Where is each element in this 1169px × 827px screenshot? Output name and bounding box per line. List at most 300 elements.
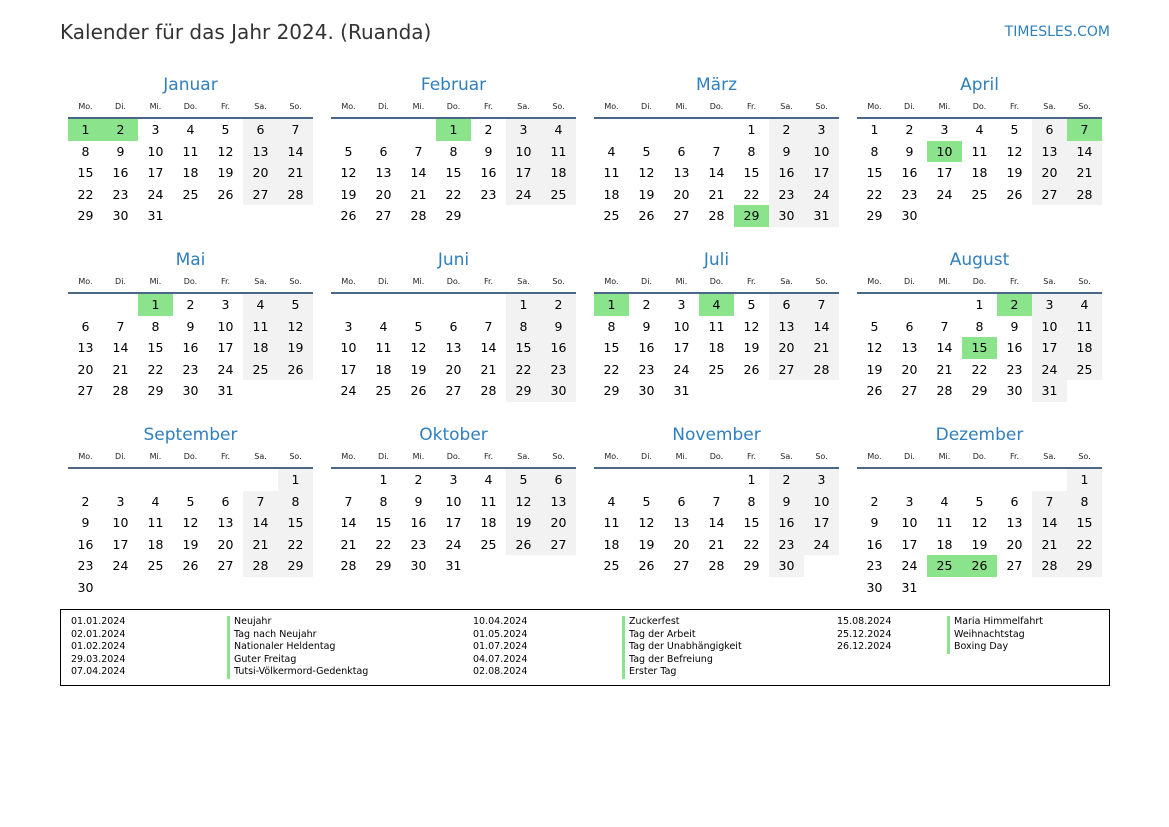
day-cell: 26 xyxy=(278,359,313,381)
day-cell: 19 xyxy=(278,337,313,359)
empty-cell xyxy=(541,227,576,249)
legend-holiday-name: Tag nach Neujahr xyxy=(227,629,368,642)
weekday-label: Mo. xyxy=(867,277,882,286)
day-cell: 22 xyxy=(375,536,392,552)
day-cell: 17 xyxy=(340,361,357,377)
month-name: Juli xyxy=(703,250,730,270)
site-link[interactable]: TIMESLES.COM xyxy=(1004,24,1110,40)
empty-cell xyxy=(243,402,278,424)
empty-cell xyxy=(629,402,664,424)
day-cell: 21 xyxy=(708,186,725,202)
day-cell: 30 xyxy=(77,579,94,595)
day-cell: 18 xyxy=(971,165,988,180)
day-cell: 21 xyxy=(112,361,129,377)
day-cell: 6 xyxy=(769,294,804,316)
day-cell: 25 xyxy=(1067,359,1102,381)
empty-cell xyxy=(278,380,313,402)
empty-cell xyxy=(506,227,541,249)
day-cell: 27 xyxy=(77,383,94,398)
holiday-day-cell: 4 xyxy=(699,294,734,316)
holiday-day-cell: 2 xyxy=(103,119,138,141)
weekday-label: Mi. xyxy=(675,102,688,111)
day-cell: 23 xyxy=(638,361,655,377)
day-cell: 30 xyxy=(638,383,655,398)
day-cell: 21 xyxy=(243,534,278,556)
day-cell: 5 xyxy=(221,122,230,137)
month-calendar xyxy=(331,248,576,411)
day-grid xyxy=(857,469,1102,598)
day-cell: 10 xyxy=(804,491,839,513)
holiday-day-cell: 7 xyxy=(1067,119,1102,141)
day-cell: 26 xyxy=(638,558,655,573)
month-calendar xyxy=(857,423,1102,595)
weekday-label: Mo. xyxy=(78,102,93,111)
day-cell: 20 xyxy=(375,186,392,202)
month-calendar xyxy=(594,73,839,236)
day-cell: 12 xyxy=(182,515,199,530)
day-cell: 3 xyxy=(221,297,230,312)
day-cell: 27 xyxy=(217,558,234,573)
empty-cell xyxy=(366,577,401,599)
empty-cell xyxy=(436,402,471,424)
day-cell: 1 xyxy=(379,472,388,487)
weekday-header xyxy=(594,272,839,294)
day-cell: 8 xyxy=(506,316,541,338)
legend-name-column xyxy=(227,616,368,679)
month-name: Dezember xyxy=(935,425,1024,445)
day-cell: 20 xyxy=(243,162,278,184)
empty-cell xyxy=(769,577,804,599)
day-cell: 3 xyxy=(151,122,160,137)
day-cell: 16 xyxy=(410,515,427,530)
empty-cell xyxy=(629,227,664,249)
day-cell: 11 xyxy=(971,143,988,159)
day-cell: 21 xyxy=(1032,534,1067,556)
day-cell: 27 xyxy=(243,184,278,206)
legend-date: 07.04.2024 xyxy=(71,666,126,678)
empty-cell xyxy=(243,380,278,402)
day-cell: 4 xyxy=(1067,294,1102,316)
day-cell: 14 xyxy=(708,165,725,180)
day-cell: 14 xyxy=(112,340,129,355)
day-cell: 6 xyxy=(1010,493,1019,509)
day-cell: 24 xyxy=(936,186,953,202)
day-cell: 20 xyxy=(445,361,462,377)
empty-cell xyxy=(962,402,997,424)
empty-cell xyxy=(927,205,962,227)
empty-cell xyxy=(594,227,629,249)
empty-cell xyxy=(699,577,734,599)
empty-cell xyxy=(436,577,471,599)
day-cell: 7 xyxy=(712,143,721,159)
weekday-label: Mo. xyxy=(341,452,356,461)
weekday-label: So. xyxy=(1078,452,1091,461)
weekday-label: Di. xyxy=(378,102,389,111)
day-cell: 4 xyxy=(379,318,388,334)
day-cell: 30 xyxy=(541,380,576,402)
day-cell: 12 xyxy=(971,515,988,530)
day-cell: 16 xyxy=(901,165,918,180)
day-cell: 10 xyxy=(217,318,234,334)
weekday-label: Di. xyxy=(904,277,915,286)
day-cell: 27 xyxy=(541,534,576,556)
empty-cell xyxy=(366,119,401,141)
holiday-day-cell: 1 xyxy=(68,119,103,141)
month-calendar xyxy=(68,423,313,595)
day-cell: 3 xyxy=(677,297,686,312)
day-cell: 29 xyxy=(278,555,313,577)
day-cell: 20 xyxy=(673,186,690,202)
day-cell: 2 xyxy=(414,472,423,487)
day-cell: 15 xyxy=(278,512,313,534)
day-cell: 29 xyxy=(971,383,988,398)
month-calendar xyxy=(857,73,1102,236)
day-cell: 26 xyxy=(866,383,883,398)
empty-cell xyxy=(471,577,506,599)
day-cell: 3 xyxy=(804,469,839,491)
month-calendar xyxy=(594,423,839,586)
empty-cell xyxy=(734,402,769,424)
empty-cell xyxy=(243,577,278,599)
legend-date: 15.08.2024 xyxy=(837,616,892,627)
empty-cell xyxy=(699,227,734,249)
day-cell: 23 xyxy=(182,361,199,377)
month-calendar xyxy=(594,248,839,411)
day-cell: 18 xyxy=(147,536,164,552)
day-cell: 4 xyxy=(151,493,160,509)
day-cell: 4 xyxy=(607,493,616,509)
weekday-label: Fr. xyxy=(220,102,231,111)
empty-cell xyxy=(997,227,1032,249)
day-cell: 12 xyxy=(743,318,760,334)
weekday-label: Mi. xyxy=(149,452,162,461)
weekday-label: Di. xyxy=(115,277,126,286)
empty-cell xyxy=(1032,227,1067,249)
empty-cell xyxy=(927,402,962,424)
empty-cell xyxy=(892,469,927,491)
day-cell: 31 xyxy=(445,558,462,573)
weekday-header xyxy=(331,272,576,294)
weekday-label: Di. xyxy=(378,452,389,461)
day-cell: 5 xyxy=(642,493,651,509)
legend-holiday-name: Tag der Unabhängigkeit xyxy=(622,641,742,654)
empty-cell xyxy=(804,402,839,424)
day-cell: 24 xyxy=(804,184,839,206)
day-cell: 8 xyxy=(379,493,388,509)
holiday-day-cell: 26 xyxy=(962,555,997,577)
day-cell: 19 xyxy=(638,186,655,202)
empty-cell xyxy=(138,227,173,249)
day-cell: 5 xyxy=(344,143,353,159)
weekday-label: So. xyxy=(289,102,302,111)
weekday-label: So. xyxy=(815,102,828,111)
weekday-label: So. xyxy=(1078,102,1091,111)
day-cell: 13 xyxy=(1032,141,1067,163)
day-cell: 12 xyxy=(506,491,541,513)
day-cell: 31 xyxy=(804,205,839,227)
weekday-label: Mo. xyxy=(78,452,93,461)
empty-cell xyxy=(927,469,962,491)
day-cell: 19 xyxy=(638,536,655,552)
day-cell: 5 xyxy=(414,318,423,334)
day-cell: 25 xyxy=(375,383,392,398)
empty-cell xyxy=(401,294,436,316)
weekday-label: Sa. xyxy=(517,452,530,461)
legend-holiday-name: Guter Freitag xyxy=(227,654,368,667)
day-cell: 23 xyxy=(410,536,427,552)
day-cell: 22 xyxy=(147,361,164,377)
month-name: Februar xyxy=(420,75,487,95)
day-cell: 19 xyxy=(866,361,883,377)
day-cell: 14 xyxy=(1067,141,1102,163)
day-cell: 9 xyxy=(870,515,879,530)
empty-cell xyxy=(103,469,138,491)
empty-cell xyxy=(331,227,366,249)
weekday-label: Di. xyxy=(115,452,126,461)
day-cell: 29 xyxy=(147,383,164,398)
day-cell: 24 xyxy=(112,558,129,573)
empty-cell xyxy=(208,469,243,491)
weekday-label: Fr. xyxy=(220,452,231,461)
day-cell: 1 xyxy=(747,122,756,137)
empty-cell xyxy=(1032,577,1067,599)
day-cell: 25 xyxy=(541,184,576,206)
empty-cell xyxy=(997,205,1032,227)
day-cell: 24 xyxy=(217,361,234,377)
empty-cell xyxy=(892,294,927,316)
empty-cell xyxy=(68,227,103,249)
day-grid xyxy=(594,119,839,248)
day-cell: 16 xyxy=(769,162,804,184)
day-cell: 21 xyxy=(936,361,953,377)
empty-cell xyxy=(506,555,541,577)
day-cell: 8 xyxy=(1067,491,1102,513)
day-cell: 22 xyxy=(866,186,883,202)
empty-cell xyxy=(1067,402,1102,424)
legend-date: 02.01.2024 xyxy=(71,628,126,640)
day-cell: 14 xyxy=(278,141,313,163)
empty-cell xyxy=(927,227,962,249)
day-cell: 16 xyxy=(112,165,129,180)
day-cell: 31 xyxy=(217,383,234,398)
empty-cell xyxy=(804,380,839,402)
day-cell: 3 xyxy=(804,119,839,141)
weekday-label: Mi. xyxy=(412,277,425,286)
day-cell: 31 xyxy=(673,383,690,398)
day-cell: 10 xyxy=(147,143,164,159)
weekday-label: Di. xyxy=(904,102,915,111)
empty-cell xyxy=(208,402,243,424)
day-cell: 28 xyxy=(410,208,427,223)
day-cell: 4 xyxy=(975,122,984,137)
empty-cell xyxy=(857,469,892,491)
legend-date: 01.07.2024 xyxy=(473,641,528,653)
day-cell: 3 xyxy=(116,493,125,509)
holiday-day-cell: 2 xyxy=(997,294,1032,316)
day-cell: 20 xyxy=(673,536,690,552)
month-calendar xyxy=(857,248,1102,411)
day-cell: 20 xyxy=(901,361,918,377)
day-cell: 30 xyxy=(410,558,427,573)
empty-cell xyxy=(664,469,699,491)
day-cell: 5 xyxy=(642,143,651,159)
weekday-label: Do. xyxy=(446,452,461,461)
day-cell: 9 xyxy=(769,141,804,163)
holiday-legend xyxy=(60,609,1110,686)
empty-cell xyxy=(857,294,892,316)
empty-cell xyxy=(962,205,997,227)
day-cell: 17 xyxy=(445,515,462,530)
day-cell: 3 xyxy=(940,122,949,137)
day-cell: 23 xyxy=(866,558,883,573)
empty-cell xyxy=(278,402,313,424)
weekday-header xyxy=(594,97,839,119)
weekday-label: Sa. xyxy=(780,277,793,286)
day-cell: 22 xyxy=(77,186,94,202)
day-cell: 22 xyxy=(506,359,541,381)
day-cell: 11 xyxy=(708,318,725,334)
day-cell: 8 xyxy=(607,318,616,334)
empty-cell xyxy=(471,402,506,424)
day-cell: 3 xyxy=(449,472,458,487)
weekday-header xyxy=(857,272,1102,294)
month-calendar xyxy=(68,73,313,236)
weekday-label: Do. xyxy=(446,277,461,286)
day-cell: 16 xyxy=(769,512,804,534)
empty-cell xyxy=(331,402,366,424)
day-cell: 28 xyxy=(708,208,725,223)
day-grid xyxy=(594,469,839,598)
day-cell: 1 xyxy=(506,294,541,316)
day-cell: 14 xyxy=(410,165,427,180)
empty-cell xyxy=(629,469,664,491)
legend-date: 29.03.2024 xyxy=(71,653,126,665)
day-cell: 12 xyxy=(278,316,313,338)
weekday-label: So. xyxy=(1078,277,1091,286)
legend-date: 10.04.2024 xyxy=(473,616,528,627)
day-cell: 28 xyxy=(243,555,278,577)
page-title: Kalender für das Jahr 2024. (Ruanda) xyxy=(60,20,432,44)
day-cell: 19 xyxy=(217,165,234,180)
day-cell: 30 xyxy=(182,383,199,398)
day-cell: 28 xyxy=(112,383,129,398)
day-cell: 16 xyxy=(638,340,655,355)
day-cell: 31 xyxy=(901,579,918,595)
day-cell: 27 xyxy=(375,208,392,223)
day-cell: 13 xyxy=(673,515,690,530)
empty-cell xyxy=(103,577,138,599)
month-name: Juni xyxy=(437,250,470,270)
day-cell: 2 xyxy=(186,297,195,312)
weekday-label: Mi. xyxy=(938,102,951,111)
empty-cell xyxy=(208,205,243,227)
day-cell: 18 xyxy=(603,536,620,552)
day-cell: 13 xyxy=(77,340,94,355)
weekday-label: Do. xyxy=(972,102,987,111)
day-cell: 7 xyxy=(712,493,721,509)
day-cell: 25 xyxy=(243,359,278,381)
empty-cell xyxy=(278,205,313,227)
weekday-label: Fr. xyxy=(483,102,494,111)
day-cell: 26 xyxy=(1006,186,1023,202)
day-cell: 9 xyxy=(484,143,493,159)
day-cell: 27 xyxy=(445,383,462,398)
day-cell: 19 xyxy=(340,186,357,202)
day-cell: 7 xyxy=(940,318,949,334)
day-cell: 26 xyxy=(506,534,541,556)
day-cell: 16 xyxy=(1006,340,1023,355)
day-cell: 9 xyxy=(186,318,195,334)
weekday-header xyxy=(68,447,313,469)
legend-date: 04.07.2024 xyxy=(473,653,528,665)
day-cell: 8 xyxy=(278,491,313,513)
day-cell: 30 xyxy=(1006,383,1023,398)
empty-cell xyxy=(892,227,927,249)
day-cell: 8 xyxy=(870,143,879,159)
day-cell: 7 xyxy=(278,119,313,141)
day-cell: 4 xyxy=(484,472,493,487)
empty-cell xyxy=(734,227,769,249)
day-cell: 1 xyxy=(747,472,756,487)
empty-cell xyxy=(699,380,734,402)
empty-cell xyxy=(331,469,366,491)
day-cell: 7 xyxy=(344,493,353,509)
empty-cell xyxy=(208,227,243,249)
day-cell: 13 xyxy=(445,340,462,355)
day-cell: 8 xyxy=(81,143,90,159)
day-cell: 7 xyxy=(1032,491,1067,513)
day-cell: 15 xyxy=(147,340,164,355)
day-cell: 10 xyxy=(804,141,839,163)
day-cell: 22 xyxy=(743,536,760,552)
empty-cell xyxy=(68,402,103,424)
weekday-label: Sa. xyxy=(517,102,530,111)
month-name: März xyxy=(696,75,737,95)
day-cell: 21 xyxy=(804,337,839,359)
day-cell: 18 xyxy=(243,337,278,359)
day-cell: 23 xyxy=(769,534,804,556)
weekday-header xyxy=(857,97,1102,119)
day-cell: 20 xyxy=(1032,162,1067,184)
month-calendar xyxy=(331,423,576,586)
day-cell: 6 xyxy=(677,493,686,509)
day-cell: 6 xyxy=(1032,119,1067,141)
day-cell: 14 xyxy=(708,515,725,530)
day-cell: 14 xyxy=(340,515,357,530)
day-cell: 17 xyxy=(147,165,164,180)
holiday-day-cell: 1 xyxy=(594,294,629,316)
month-name: August xyxy=(949,250,1010,270)
day-cell: 12 xyxy=(866,340,883,355)
weekday-label: Mo. xyxy=(867,102,882,111)
day-cell: 4 xyxy=(607,143,616,159)
empty-cell xyxy=(541,555,576,577)
day-cell: 14 xyxy=(1032,512,1067,534)
empty-cell xyxy=(892,402,927,424)
day-cell: 22 xyxy=(1067,534,1102,556)
day-cell: 24 xyxy=(901,558,918,573)
day-cell: 11 xyxy=(480,493,497,509)
empty-cell xyxy=(471,205,506,227)
day-cell: 5 xyxy=(1010,122,1019,137)
weekday-label: Do. xyxy=(709,102,724,111)
empty-cell xyxy=(506,205,541,227)
day-cell: 4 xyxy=(243,294,278,316)
day-cell: 6 xyxy=(379,143,388,159)
day-cell: 23 xyxy=(112,186,129,202)
day-cell: 18 xyxy=(480,515,497,530)
empty-cell xyxy=(594,119,629,141)
